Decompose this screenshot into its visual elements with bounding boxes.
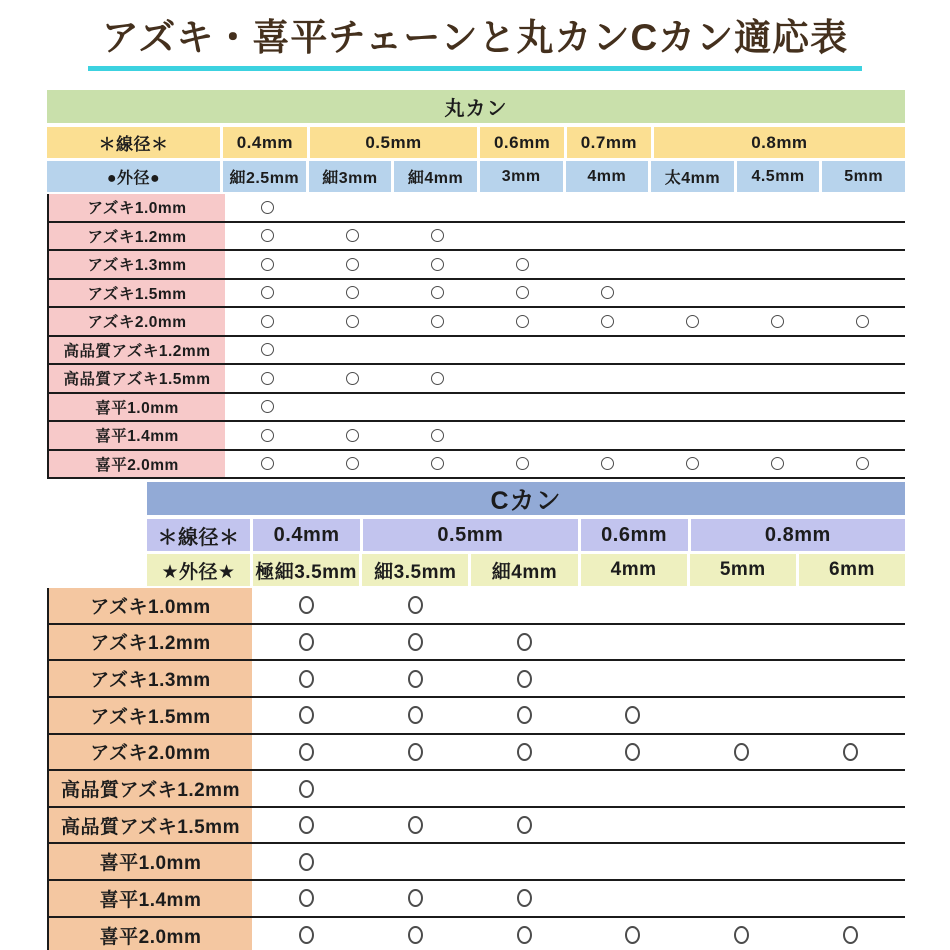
outer-diameter-value: 3mm: [480, 161, 566, 192]
compatibility-cell: [470, 918, 579, 950]
compatible-circle-icon: [625, 706, 640, 724]
compatibility-cell: [820, 337, 905, 364]
compatibility-cell: [225, 280, 310, 307]
compatibility-cell: [735, 280, 820, 307]
compatible-circle-icon: [517, 926, 532, 944]
compatibility-cell: [687, 698, 796, 733]
compatibility-cell: [735, 422, 820, 449]
compatibility-cell: [395, 365, 480, 392]
compatibility-cell: [565, 337, 650, 364]
compatibility-cell: [361, 698, 470, 733]
compatible-circle-icon: [686, 457, 699, 470]
page-title: アズキ・喜平チェーンと丸カンCカン適応表: [88, 14, 862, 71]
compatibility-cell: [565, 223, 650, 250]
compatibility-cell: [361, 625, 470, 660]
compatibility-cell: [480, 337, 565, 364]
compatible-circle-icon: [408, 706, 423, 724]
compatible-circle-icon: [408, 926, 423, 944]
compatibility-cell: [796, 771, 905, 806]
chain-type-label: 高品質アズキ1.2mm: [49, 337, 225, 364]
compatible-circle-icon: [625, 743, 640, 761]
compatibility-cell: [395, 251, 480, 278]
ckan-outer-diameter-row: [147, 554, 905, 586]
compatibility-cell: [796, 698, 905, 733]
compatible-circle-icon: [517, 706, 532, 724]
compatibility-cell: [225, 422, 310, 449]
compatibility-cell: [796, 918, 905, 950]
compatibility-cell: [796, 844, 905, 879]
compatibility-cell: [470, 808, 579, 843]
compatibility-cell: [796, 808, 905, 843]
table-row: [49, 194, 905, 223]
compatible-circle-icon: [261, 457, 274, 470]
outer-diameter-value: 4mm: [566, 161, 652, 192]
compatibility-cell: [225, 194, 310, 221]
compatibility-cell: [252, 918, 361, 950]
table-row: [49, 918, 905, 950]
compatibility-cell: [310, 365, 395, 392]
chain-type-label: 喜平2.0mm: [49, 451, 225, 478]
compatibility-cell: [361, 588, 470, 623]
compatible-circle-icon: [346, 258, 359, 271]
compatibility-cell: [252, 808, 361, 843]
compatibility-cell: [565, 194, 650, 221]
compatible-circle-icon: [734, 743, 749, 761]
compatibility-cell: [578, 735, 687, 770]
compatibility-cell: [252, 844, 361, 879]
compatible-circle-icon: [856, 457, 869, 470]
compatibility-cell: [565, 451, 650, 478]
table-row: [49, 280, 905, 309]
compatibility-cell: [578, 588, 687, 623]
compatibility-cell: [470, 844, 579, 879]
compatibility-cell: [225, 308, 310, 335]
table-row: [49, 365, 905, 394]
compatibility-cell: [578, 808, 687, 843]
table-row: [49, 422, 905, 451]
compatibility-cell: [650, 223, 735, 250]
compatibility-cell: [361, 735, 470, 770]
compatible-circle-icon: [408, 889, 423, 907]
chain-type-label: 喜平2.0mm: [49, 918, 252, 950]
compatibility-cell: [820, 394, 905, 421]
compatibility-cell: [650, 194, 735, 221]
compatibility-cell: [735, 337, 820, 364]
marukan-table-title: 丸カン: [47, 90, 905, 123]
outer-diameter-label: ★外径★: [147, 554, 253, 586]
compatibility-cell: [565, 308, 650, 335]
compatibility-cell: [687, 661, 796, 696]
compatible-circle-icon: [261, 315, 274, 328]
compatible-circle-icon: [734, 926, 749, 944]
marukan-table-body: [47, 194, 905, 479]
compatibility-cell: [578, 881, 687, 916]
compatible-circle-icon: [516, 315, 529, 328]
compatibility-cell: [470, 625, 579, 660]
wire-diameter-value: 0.4mm: [223, 127, 310, 158]
outer-diameter-value: 細3.5mm: [362, 554, 471, 586]
compatibility-cell: [225, 365, 310, 392]
chain-type-label: 喜平1.0mm: [49, 844, 252, 879]
chain-type-label: 高品質アズキ1.2mm: [49, 771, 252, 806]
compatible-circle-icon: [517, 816, 532, 834]
chain-type-label: 喜平1.4mm: [49, 881, 252, 916]
wire-diameter-value: 0.5mm: [363, 519, 580, 551]
compatibility-cell: [796, 661, 905, 696]
compatibility-cell: [820, 365, 905, 392]
compatibility-cell: [687, 881, 796, 916]
compatibility-cell: [820, 251, 905, 278]
compatibility-cell: [578, 661, 687, 696]
compatible-circle-icon: [843, 926, 858, 944]
compatible-circle-icon: [431, 286, 444, 299]
compatibility-cell: [310, 451, 395, 478]
compatible-circle-icon: [261, 372, 274, 385]
compatibility-cell: [650, 451, 735, 478]
compatibility-cell: [480, 194, 565, 221]
compatibility-cell: [395, 280, 480, 307]
compatible-circle-icon: [686, 315, 699, 328]
compatibility-cell: [650, 394, 735, 421]
chain-type-label: 喜平1.0mm: [49, 394, 225, 421]
compatibility-cell: [480, 394, 565, 421]
outer-diameter-label: ●外径●: [47, 161, 223, 192]
compatibility-cell: [650, 280, 735, 307]
compatibility-cell: [796, 625, 905, 660]
compatibility-cell: [687, 844, 796, 879]
compatible-circle-icon: [431, 457, 444, 470]
compatibility-cell: [310, 422, 395, 449]
compatibility-cell: [820, 280, 905, 307]
wire-diameter-value: 0.8mm: [691, 519, 905, 551]
outer-diameter-value: 細2.5mm: [223, 161, 309, 192]
chain-type-label: 高品質アズキ1.5mm: [49, 808, 252, 843]
compatible-circle-icon: [843, 743, 858, 761]
table-row: [49, 844, 905, 881]
compatibility-cell: [361, 844, 470, 879]
compatibility-cell: [470, 661, 579, 696]
compatibility-cell: [735, 308, 820, 335]
ckan-table-header: [147, 482, 905, 586]
compatibility-cell: [395, 194, 480, 221]
compatible-circle-icon: [517, 633, 532, 651]
table-row: [49, 308, 905, 337]
compatible-circle-icon: [299, 853, 314, 871]
compatibility-cell: [310, 280, 395, 307]
compatibility-cell: [687, 588, 796, 623]
compatible-circle-icon: [408, 670, 423, 688]
compatibility-cell: [252, 735, 361, 770]
table-row: [49, 337, 905, 366]
compatible-circle-icon: [856, 315, 869, 328]
table-row: [49, 881, 905, 918]
wire-diameter-value: 0.8mm: [654, 127, 905, 158]
compatible-circle-icon: [431, 315, 444, 328]
compatibility-cell: [361, 881, 470, 916]
wire-diameter-value: 0.7mm: [567, 127, 654, 158]
compatible-circle-icon: [346, 429, 359, 442]
compatibility-cell: [480, 223, 565, 250]
compatible-circle-icon: [261, 201, 274, 214]
chain-type-label: アズキ1.0mm: [49, 588, 252, 623]
chain-type-label: アズキ1.2mm: [49, 625, 252, 660]
chain-type-label: アズキ1.5mm: [49, 280, 225, 307]
compatible-circle-icon: [299, 706, 314, 724]
compatible-circle-icon: [299, 926, 314, 944]
compatibility-cell: [565, 394, 650, 421]
compatibility-cell: [225, 223, 310, 250]
compatible-circle-icon: [517, 889, 532, 907]
compatibility-cell: [578, 771, 687, 806]
compatibility-cell: [252, 661, 361, 696]
compatibility-cell: [470, 588, 579, 623]
compatibility-cell: [565, 365, 650, 392]
compatibility-cell: [820, 194, 905, 221]
chain-type-label: アズキ2.0mm: [49, 735, 252, 770]
marukan-table: [47, 90, 905, 479]
outer-diameter-value: 太4mm: [651, 161, 737, 192]
compatibility-cell: [735, 251, 820, 278]
compatibility-cell: [735, 194, 820, 221]
chain-type-label: アズキ1.3mm: [49, 661, 252, 696]
outer-diameter-value: 4mm: [581, 554, 690, 586]
compatibility-cell: [395, 223, 480, 250]
ckan-table-body: [47, 588, 905, 950]
compatible-circle-icon: [346, 286, 359, 299]
compatibility-cell: [687, 625, 796, 660]
wire-diameter-value: 0.5mm: [310, 127, 481, 158]
compatibility-cell: [735, 451, 820, 478]
table-row: [49, 808, 905, 845]
compatible-circle-icon: [431, 229, 444, 242]
compatibility-cell: [796, 881, 905, 916]
compatible-circle-icon: [601, 286, 614, 299]
outer-diameter-value: 極細3.5mm: [253, 554, 362, 586]
compatibility-cell: [470, 735, 579, 770]
title-wrap: [0, 14, 950, 71]
compatible-circle-icon: [299, 633, 314, 651]
table-row: [49, 698, 905, 735]
compatible-circle-icon: [261, 343, 274, 356]
compatible-circle-icon: [299, 743, 314, 761]
compatibility-cell: [650, 365, 735, 392]
table-row: [49, 451, 905, 480]
table-row: [49, 251, 905, 280]
compatibility-cell: [796, 735, 905, 770]
compatibility-cell: [565, 280, 650, 307]
table-row: [49, 771, 905, 808]
compatible-circle-icon: [299, 780, 314, 798]
compatibility-cell: [310, 251, 395, 278]
outer-diameter-value: 細3mm: [309, 161, 395, 192]
compatibility-cell: [565, 422, 650, 449]
chain-type-label: アズキ1.5mm: [49, 698, 252, 733]
compatible-circle-icon: [299, 670, 314, 688]
compatibility-cell: [252, 881, 361, 916]
wire-diameter-label: ＊線径＊: [147, 519, 253, 551]
compatible-circle-icon: [408, 816, 423, 834]
table-row: [49, 735, 905, 772]
compatible-circle-icon: [517, 670, 532, 688]
compatibility-cell: [687, 918, 796, 950]
compatibility-cell: [395, 394, 480, 421]
wire-diameter-label: ＊線径＊: [47, 127, 223, 158]
compatibility-cell: [480, 251, 565, 278]
compatibility-cell: [650, 337, 735, 364]
compatible-circle-icon: [408, 596, 423, 614]
compatibility-cell: [687, 735, 796, 770]
chain-type-label: アズキ1.3mm: [49, 251, 225, 278]
compatible-circle-icon: [261, 258, 274, 271]
table-row: [49, 223, 905, 252]
compatibility-cell: [687, 808, 796, 843]
compatible-circle-icon: [431, 372, 444, 385]
outer-diameter-value: 6mm: [799, 554, 905, 586]
compatibility-cell: [650, 308, 735, 335]
compatible-circle-icon: [408, 743, 423, 761]
compatible-circle-icon: [516, 286, 529, 299]
compatibility-cell: [480, 365, 565, 392]
wire-diameter-value: 0.6mm: [581, 519, 691, 551]
compatible-circle-icon: [408, 633, 423, 651]
compatible-circle-icon: [299, 816, 314, 834]
compatible-circle-icon: [516, 457, 529, 470]
table-row: [49, 625, 905, 662]
compatible-circle-icon: [601, 315, 614, 328]
compatibility-cell: [820, 422, 905, 449]
outer-diameter-value: 細4mm: [471, 554, 580, 586]
compatibility-cell: [650, 422, 735, 449]
compatibility-cell: [225, 251, 310, 278]
compatibility-cell: [361, 808, 470, 843]
compatible-circle-icon: [771, 457, 784, 470]
marukan-wire-diameter-row: [47, 127, 905, 158]
ckan-table-title: Cカン: [147, 482, 905, 515]
compatibility-cell: [225, 394, 310, 421]
compatibility-cell: [480, 451, 565, 478]
compatibility-cell: [470, 698, 579, 733]
compatibility-cell: [395, 337, 480, 364]
compatible-circle-icon: [261, 400, 274, 413]
compatible-circle-icon: [346, 315, 359, 328]
compatibility-cell: [395, 451, 480, 478]
compatibility-cell: [820, 223, 905, 250]
outer-diameter-value: 5mm: [690, 554, 799, 586]
compatible-circle-icon: [261, 429, 274, 442]
compatible-circle-icon: [601, 457, 614, 470]
compatible-circle-icon: [261, 286, 274, 299]
compatibility-cell: [565, 251, 650, 278]
compatibility-cell: [225, 451, 310, 478]
compatible-circle-icon: [431, 429, 444, 442]
compatibility-cell: [225, 337, 310, 364]
compatibility-cell: [480, 422, 565, 449]
compatibility-cell: [578, 918, 687, 950]
compatible-circle-icon: [346, 229, 359, 242]
outer-diameter-value: 細4mm: [394, 161, 480, 192]
compatibility-cell: [820, 308, 905, 335]
compatible-circle-icon: [771, 315, 784, 328]
compatibility-cell: [480, 280, 565, 307]
compatibility-cell: [395, 308, 480, 335]
compatibility-cell: [361, 771, 470, 806]
compatibility-cell: [361, 918, 470, 950]
outer-diameter-value: 5mm: [822, 161, 905, 192]
compatibility-cell: [735, 365, 820, 392]
chain-type-label: アズキ1.0mm: [49, 194, 225, 221]
compatibility-cell: [578, 625, 687, 660]
outer-diameter-value: 4.5mm: [737, 161, 823, 192]
compatible-circle-icon: [517, 743, 532, 761]
compatibility-cell: [650, 251, 735, 278]
compatibility-cell: [252, 771, 361, 806]
compatibility-cell: [252, 698, 361, 733]
compatibility-cell: [578, 698, 687, 733]
compatibility-cell: [480, 308, 565, 335]
compatibility-cell: [310, 194, 395, 221]
compatible-circle-icon: [346, 457, 359, 470]
compatibility-cell: [796, 588, 905, 623]
compatibility-cell: [470, 881, 579, 916]
compatibility-cell: [395, 422, 480, 449]
chain-type-label: アズキ2.0mm: [49, 308, 225, 335]
compatible-circle-icon: [299, 596, 314, 614]
compatibility-cell: [310, 337, 395, 364]
compatible-circle-icon: [261, 229, 274, 242]
compatible-circle-icon: [299, 889, 314, 907]
table-row: [49, 394, 905, 423]
wire-diameter-value: 0.4mm: [253, 519, 363, 551]
table-row: [49, 588, 905, 625]
compatible-circle-icon: [516, 258, 529, 271]
compatible-circle-icon: [431, 258, 444, 271]
compatibility-cell: [310, 394, 395, 421]
compatibility-cell: [735, 394, 820, 421]
chain-type-label: 高品質アズキ1.5mm: [49, 365, 225, 392]
compatibility-cell: [361, 661, 470, 696]
chain-type-label: アズキ1.2mm: [49, 223, 225, 250]
chain-type-label: 喜平1.4mm: [49, 422, 225, 449]
compatible-circle-icon: [625, 926, 640, 944]
marukan-outer-diameter-row: [47, 161, 905, 192]
compatibility-cell: [578, 844, 687, 879]
compatibility-cell: [735, 223, 820, 250]
compatibility-cell: [310, 223, 395, 250]
compatible-circle-icon: [346, 372, 359, 385]
compatibility-cell: [310, 308, 395, 335]
table-row: [49, 661, 905, 698]
compatibility-cell: [820, 451, 905, 478]
compatibility-cell: [470, 771, 579, 806]
wire-diameter-value: 0.6mm: [480, 127, 567, 158]
compatibility-cell: [252, 588, 361, 623]
compatibility-cell: [252, 625, 361, 660]
compatibility-cell: [687, 771, 796, 806]
ckan-wire-diameter-row: [147, 519, 905, 551]
